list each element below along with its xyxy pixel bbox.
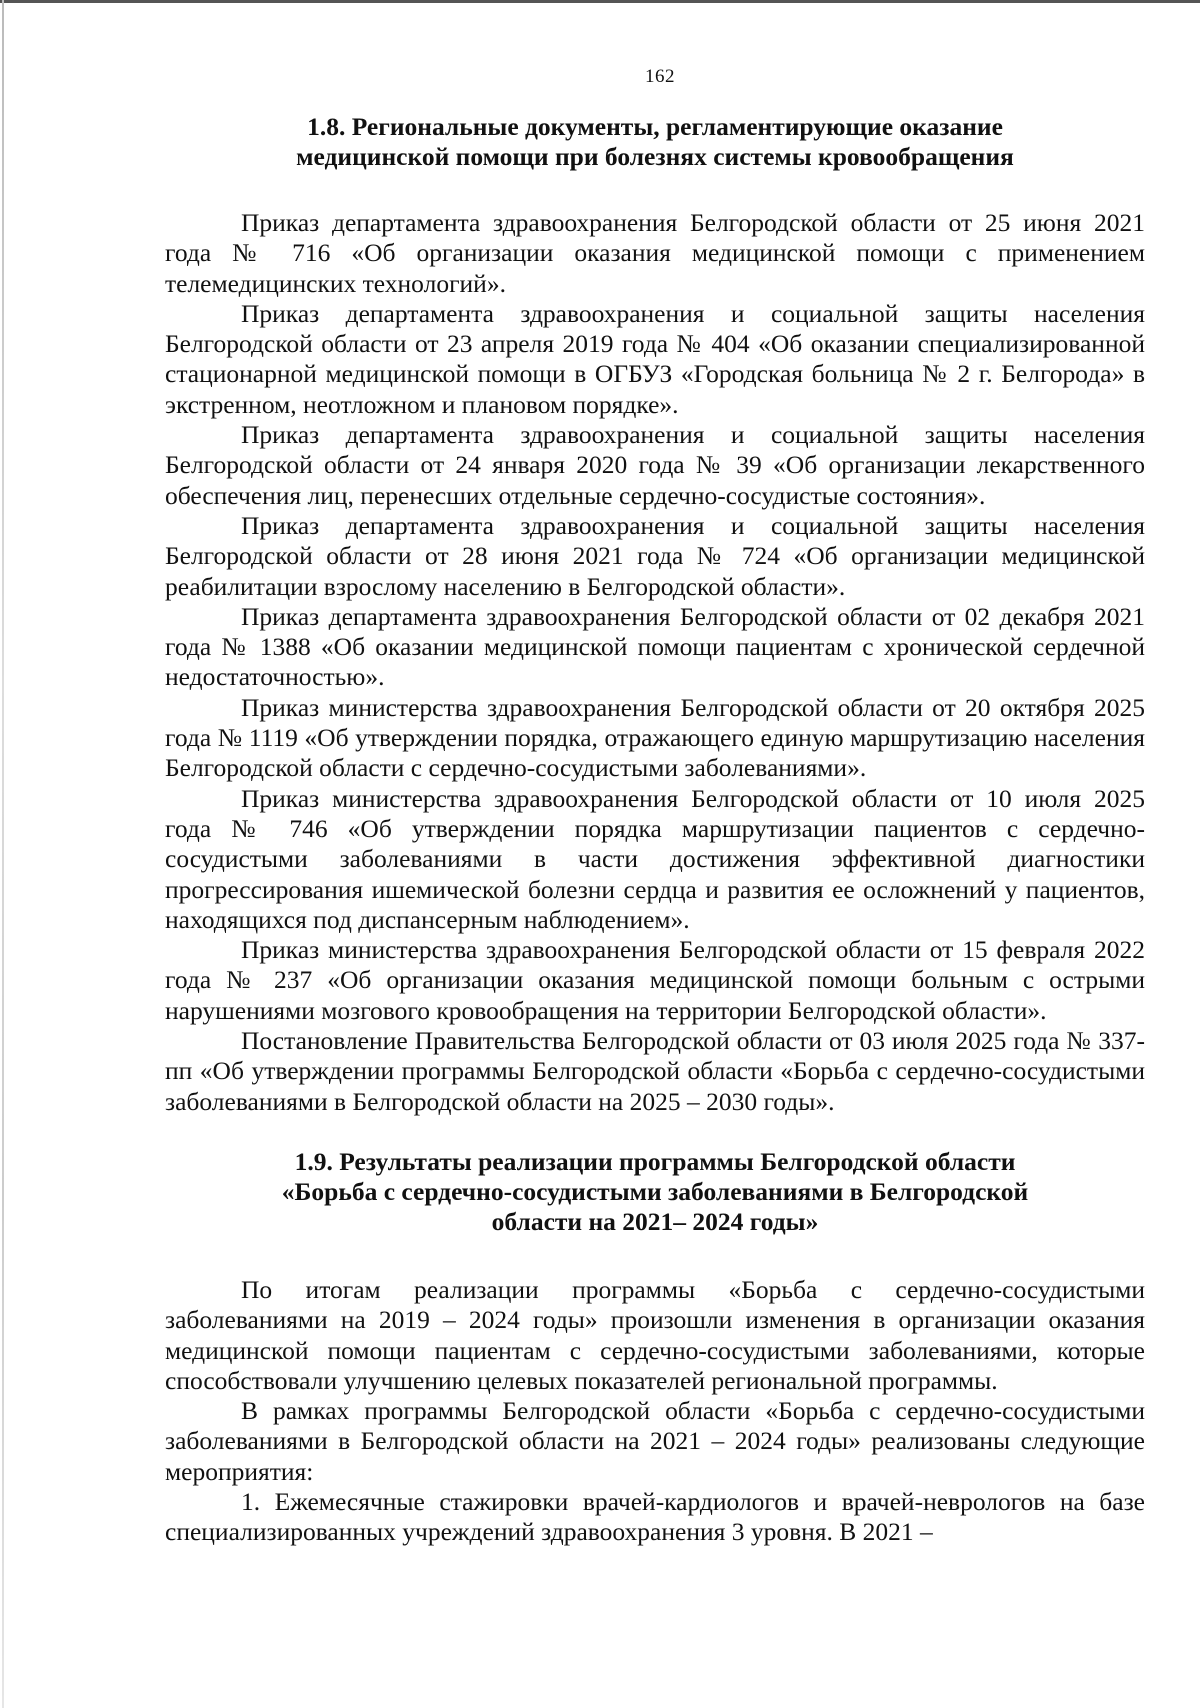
- paragraph: Постановление Правительства Белгородской области от 03 июля 2025 года № 337-пп «Об утверждении программы Белгородской области «Борьба с сердечно-сосудистыми заболеваниями в Белгородской области на 2025 – 2030 годы».: [165, 1026, 1145, 1116]
- scan-edge-top: [0, 0, 1200, 3]
- paragraph: 1. Ежемесячные стажировки врачей-кардиологов и врачей-неврологов на базе специализированных учреждений здравоохранения 3 уровня. В 2021 –: [165, 1486, 1145, 1547]
- paragraph: Приказ министерства здравоохранения Белгородской области от 20 октября 2025 года № 1119 «Об утверждении порядка, отражающего единую маршрутизацию населения Белгородской области с сердечно-сосудистыми заболеваниями».: [165, 692, 1145, 783]
- heading-line: медицинской помощи при болезнях системы кровообращения: [296, 142, 1014, 171]
- paragraph: В рамках программы Белгородской области «Борьба с сердечно-сосудистыми заболеваниями в Белгородской области на 2021 – 2024 годы» реализованы следующие мероприятия:: [165, 1396, 1145, 1486]
- section-heading-1-8: [165, 112, 1145, 172]
- paragraph: Приказ министерства здравоохранения Белгородской области от 10 июля 2025 года № 746 «Об утверждении порядка маршрутизации пациентов с сердечно-сосудистыми заболеваниями в части достижения эффективной диагностики прогрессирования ишемической болезни сердца и развития ее осложнений у пациентов, находящихся под диспансерным наблюдением».: [165, 783, 1145, 934]
- paragraph: Приказ министерства здравоохранения Белгородской области от 15 февраля 2022 года № 237 «Об организации оказания медицинской помощи больным с острыми нарушениями мозгового кровообращения на территории Белгородской области».: [165, 935, 1145, 1025]
- heading-line: 1.9. Результаты реализации программы Белгородской области: [294, 1146, 1016, 1176]
- heading-line: области на 2021– 2024 годы»: [491, 1206, 819, 1236]
- section-heading-1-9: [165, 1147, 1145, 1237]
- heading-line: «Борьба с сердечно-сосудистыми заболеваниями в Белгородской: [281, 1176, 1029, 1206]
- paragraph: Приказ департамента здравоохранения и социальной защиты населения Белгородской области от 24 января 2020 года № 39 «Об организации лекарственного обеспечения лиц, перенесших отдельные сердечно-сосудистые состояния».: [165, 420, 1145, 510]
- heading-line: 1.8. Региональные документы, регламентирующие оказание: [307, 112, 1003, 141]
- paragraph: Приказ департамента здравоохранения Белгородской области от 25 июня 2021 года № 716 «Об организации оказания медицинской помощи с применением телемедицинских технологий».: [165, 208, 1145, 298]
- paragraph: По итогам реализации программы «Борьба с сердечно-сосудистыми заболеваниями на 2019 – 2024 годы» произошли изменения в организации оказания медицинской помощи пациентам с сердечно-сосудистыми заболеваниями, которые способствовали улучшению целевых показателей региональной программы.: [165, 1274, 1145, 1395]
- paragraph: Приказ департамента здравоохранения Белгородской области от 02 декабря 2021 года № 1388 «Об оказании медицинской помощи пациентам с хронической сердечной недостаточностью».: [165, 601, 1145, 692]
- document-body: [165, 112, 1145, 1548]
- scan-edge-left: [2, 0, 4, 1708]
- paragraph: Приказ департамента здравоохранения и социальной защиты населения Белгородской области от 23 апреля 2019 года № 404 «Об оказании специализированной стационарной медицинской помощи в ОГБУЗ «Городская больница № 2 г. Белгорода» в экстренном, неотложном и плановом порядке».: [165, 298, 1145, 419]
- page-number: 162: [645, 66, 675, 87]
- paragraph: Приказ департамента здравоохранения и социальной защиты населения Белгородской области от 28 июня 2021 года № 724 «Об организации медицинской реабилитации взрослому населению в Белгородской области».: [165, 510, 1145, 601]
